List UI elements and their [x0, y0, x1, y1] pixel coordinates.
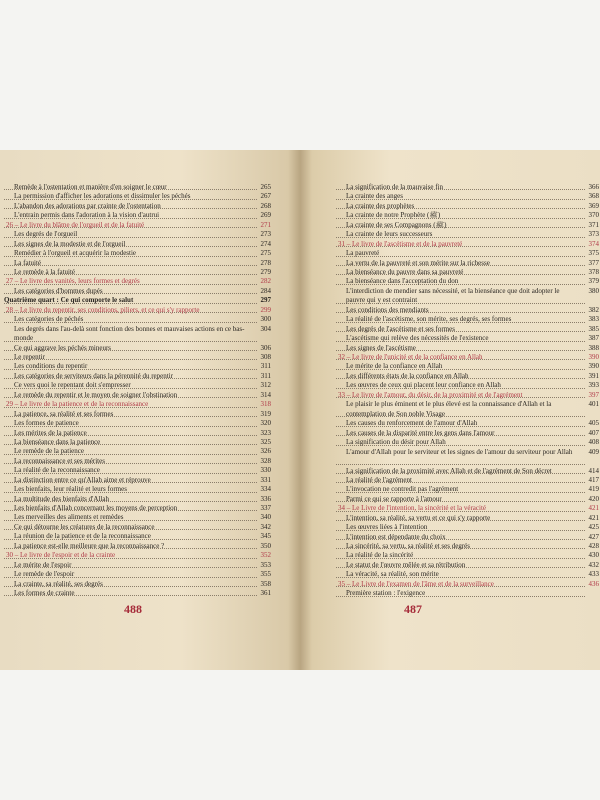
- toc-entry: [336, 183, 599, 192]
- toc-chapter-heading: [4, 551, 271, 560]
- toc-entry-title: La crainte des prophètes: [346, 201, 415, 210]
- toc-entry-title: Le mérite de l'espoir: [14, 560, 72, 569]
- toc-entry-page: 342: [260, 522, 271, 531]
- page-number-left: 488: [124, 602, 142, 616]
- toc-entry-page: 312: [260, 381, 271, 390]
- toc-entry-title: La distinction entre ce qu'Allah aime et réprouve: [14, 475, 151, 484]
- toc-entry-page: 361: [260, 588, 271, 597]
- toc-entry-title: Les catégories de serviteurs dans la pérennité du repentir: [14, 371, 173, 380]
- toc-entry-page: 336: [260, 494, 271, 503]
- toc-entry-page: 380: [588, 286, 599, 295]
- toc-entry: [336, 287, 599, 306]
- toc-entry: [4, 192, 271, 201]
- toc-entry-title: Ce vers quoi le repentant doit s'empresser: [14, 381, 131, 390]
- toc-entry: [4, 457, 271, 466]
- toc-entry: [4, 287, 271, 296]
- toc-entry: [4, 202, 271, 211]
- toc-entry: [4, 230, 271, 239]
- toc-entry: [4, 240, 271, 249]
- toc-entry-title: La signification de la proximité avec Allah et de l'agrément de Son décret: [346, 466, 552, 475]
- toc-entry: [336, 514, 599, 523]
- toc-entry-title: L'intention, sa réalité, sa vertu et ce qui s'y rapporte: [346, 513, 491, 522]
- toc-entry: [4, 504, 271, 513]
- toc-entry: [336, 306, 599, 315]
- toc-entry: [336, 485, 599, 494]
- toc-entry-page: 314: [260, 390, 271, 399]
- toc-entry: [336, 429, 599, 438]
- toc-entry: [336, 542, 599, 551]
- toc-entry-page: 382: [588, 305, 599, 314]
- toc-entry-page: 419: [588, 485, 599, 494]
- toc-entry: [336, 381, 599, 390]
- toc-entry-title: La sincérité, sa vertu, sa réalité et ses degrés: [346, 542, 471, 550]
- toc-entry-title: La vertu de la pauvreté et son mérite sur la richesse: [346, 258, 490, 267]
- toc-entry-title: Ce qui aggrave les péchés mineurs: [14, 343, 111, 352]
- toc-entry-page: 311: [260, 371, 271, 380]
- toc-entry: [4, 561, 271, 570]
- toc-entry: [336, 561, 599, 570]
- toc-chapter-heading: [336, 504, 599, 513]
- toc-entry-title: La véracité, sa réalité, son mérite: [346, 570, 439, 579]
- toc-entry-page: 269: [260, 211, 271, 220]
- toc-entry-title: Quatrième quart : Ce qui comporte le salut: [4, 296, 134, 305]
- toc-entry-page: 371: [588, 220, 599, 229]
- toc-entry-title: Ce qui détourne les créatures de la reconnaissance: [14, 522, 155, 531]
- toc-entry: [4, 211, 271, 220]
- toc-entry-title: Les œuvres de ceux qui placent leur confiance en Allah: [346, 381, 501, 390]
- toc-entry-page: 436: [588, 579, 599, 588]
- toc-entry: [4, 485, 271, 494]
- toc-entry-title: 34 – Le Livre de l'intention, la sincérité et la véracité: [338, 504, 487, 513]
- toc-entry-title: Le statut de l'œuvre mêlée et sa rétribution: [346, 560, 466, 569]
- toc-entry-page: 353: [260, 560, 271, 569]
- toc-entry-page: 366: [588, 183, 599, 191]
- toc-entry-page: 397: [588, 390, 599, 399]
- toc-entry-title: Les causes de la disparité entre les gens dans l'amour: [346, 428, 495, 437]
- toc-entry-title: Les degrés dans l'au-delà sont fonction des bonnes et mauvaises actions en ce bas-monde: [14, 324, 245, 343]
- toc-entry-title: Les œuvres liées à l'intention: [346, 523, 428, 532]
- toc-entry-title: 32 – Le livre de l'unicité et de la confiance en Allah: [338, 353, 483, 361]
- toc-entry: [336, 372, 599, 381]
- toc-entry-page: 390: [588, 362, 599, 371]
- toc-entry-title: La bienséance dans la patience: [14, 437, 101, 446]
- toc-entry: [336, 221, 599, 230]
- toc-entry: [336, 570, 599, 579]
- table-of-contents-right: [336, 183, 599, 599]
- toc-entry: [4, 429, 271, 438]
- toc-entry-page: 401: [588, 400, 599, 409]
- toc-entry-title: Le remède à la fatuité: [14, 267, 76, 276]
- toc-entry: [336, 523, 599, 532]
- toc-entry-page: 427: [588, 532, 599, 541]
- toc-entry-title: L'intention est dépendante du choix: [346, 532, 446, 541]
- toc-entry: [4, 268, 271, 277]
- toc-entry: [336, 230, 599, 239]
- toc-entry-page: 278: [260, 258, 271, 267]
- toc-entry-title: La crainte de leurs successeurs: [346, 230, 433, 239]
- toc-entry: [336, 495, 599, 504]
- toc-entry-page: 355: [260, 570, 271, 579]
- toc-entry-title: Les bienfaits, leur réalité et leurs formes: [14, 485, 127, 494]
- toc-entry-page: 377: [588, 258, 599, 267]
- toc-entry-title: Les mérites de la patience: [14, 428, 87, 437]
- toc-chapter-heading: [4, 277, 271, 286]
- toc-entry-page: 275: [260, 249, 271, 258]
- toc-entry-title: La permission d'afficher les adorations et dissimuler les péchés: [14, 192, 191, 201]
- toc-entry-page: 282: [260, 277, 271, 286]
- toc-entry: [336, 362, 599, 371]
- toc-entry-page: 340: [260, 513, 271, 522]
- toc-chapter-heading: [336, 580, 599, 589]
- toc-entry: [4, 532, 271, 541]
- toc-entry: [4, 495, 271, 504]
- toc-entry-title: La réalité de l'ascétisme, son mérite, ses degrés, ses formes: [346, 315, 512, 324]
- toc-entry: [4, 523, 271, 532]
- toc-entry-page: 368: [588, 192, 599, 201]
- toc-entry: [336, 259, 599, 268]
- toc-entry-page: 274: [260, 239, 271, 248]
- toc-entry: [336, 315, 599, 324]
- toc-entry: [336, 249, 599, 258]
- toc-entry-title: L'interdiction de mendier sans nécessité, et la bienséance que doit adopter le pauvre qui y est contraint: [346, 286, 560, 305]
- toc-entry: [4, 410, 271, 419]
- toc-entry-page: 337: [260, 504, 271, 512]
- toc-entry-page: 325: [260, 437, 271, 446]
- toc-entry-title: Les catégories d'hommes dupés: [14, 286, 103, 295]
- toc-entry-page: 358: [260, 579, 271, 588]
- toc-entry: [336, 344, 599, 353]
- toc-entry-page: 297: [260, 296, 271, 305]
- toc-entry-title: Les catégories de péchés: [14, 315, 84, 324]
- toc-entry-page: 352: [260, 551, 271, 560]
- toc-entry-page: 420: [588, 494, 599, 503]
- toc-entry: [4, 447, 271, 456]
- toc-chapter-heading: [336, 240, 599, 249]
- toc-entry-title: Première station : l'exigence: [346, 589, 426, 598]
- toc-entry-title: Les merveilles des aliments et remèdes: [14, 513, 124, 522]
- page-number-right: 487: [404, 602, 422, 616]
- toc-entry-title: 30 – Le livre de l'espoir et de la crainte: [6, 551, 116, 560]
- toc-entry-page: 300: [260, 315, 271, 324]
- toc-entry-title: L'invocation ne contredit pas l'agrément: [346, 485, 459, 494]
- toc-entry-title: 35 – Le Livre de l'examen de l'âme et de la surveillance: [338, 579, 494, 588]
- toc-entry-title: La signification du désir pour Allah: [346, 438, 446, 447]
- toc-entry-title: Le remède de la patience: [14, 447, 84, 456]
- toc-entry-title: 28 – Le livre du repentir, ses conditions, piliers, et ce qui s'y rapporte: [6, 305, 200, 314]
- toc-entry-page: 383: [588, 315, 599, 324]
- toc-entry-page: 430: [588, 551, 599, 560]
- toc-entry: [336, 325, 599, 334]
- toc-entry-title: La patience, sa réalité et ses formes: [14, 409, 114, 418]
- toc-entry: [336, 419, 599, 428]
- toc-entry: [336, 438, 599, 447]
- toc-entry: [336, 192, 599, 201]
- toc-entry: [336, 277, 599, 286]
- toc-entry: [4, 570, 271, 579]
- toc-entry-page: 387: [588, 334, 599, 343]
- toc-entry-title: 26 – Le livre du blâme de l'orgueil et de la fatuité: [6, 220, 145, 229]
- toc-entry-title: 31 – Le livre de l'ascétisme et de la pauvreté: [338, 239, 463, 248]
- toc-entry-page: 268: [260, 201, 271, 210]
- toc-entry-page: 320: [260, 419, 271, 428]
- toc-entry-title: 29 – Le livre de la patience et de la reconnaissance: [6, 400, 149, 409]
- toc-entry-page: 408: [588, 438, 599, 447]
- toc-chapter-heading: [4, 400, 271, 409]
- toc-entry-page: 388: [588, 343, 599, 352]
- toc-entry-page: 311: [260, 362, 271, 371]
- toc-chapter-heading: [4, 306, 271, 315]
- toc-entry-page: 330: [260, 466, 271, 475]
- toc-entry: [4, 362, 271, 371]
- toc-entry-title: Les conditions des mendiants: [346, 305, 429, 314]
- toc-entry-page: 417: [588, 475, 599, 484]
- toc-entry-title: La reconnaissance et ses mérites: [14, 456, 105, 465]
- toc-entry-page: 405: [588, 419, 599, 428]
- toc-entry-page: 432: [588, 560, 599, 569]
- toc-entry: [4, 589, 271, 598]
- toc-chapter-heading: [336, 353, 599, 362]
- toc-entry-page: 391: [588, 371, 599, 380]
- toc-entry-title: Le remède de l'espoir: [14, 570, 75, 579]
- toc-entry-title: Les causes du renforcement de l'amour d'Allah: [346, 419, 478, 428]
- toc-entry-page: 428: [588, 542, 599, 550]
- toc-entry-title: La crainte de notre Prophète (ﷺ): [346, 211, 441, 220]
- toc-entry-title: La réalité de l'agrément: [346, 475, 412, 484]
- table-of-contents-left: [4, 183, 271, 598]
- toc-chapter-heading: [336, 391, 599, 400]
- toc-entry: [4, 344, 271, 353]
- toc-entry: [336, 400, 599, 419]
- toc-entry-page: 385: [588, 324, 599, 333]
- toc-entry-page: 425: [588, 523, 599, 532]
- toc-entry-page: 370: [588, 211, 599, 220]
- toc-entry-title: La crainte des anges: [346, 192, 403, 201]
- toc-entry-title: La pauvreté: [346, 249, 380, 258]
- toc-entry: [336, 202, 599, 211]
- toc-entry: [4, 438, 271, 447]
- toc-entry-page: 323: [260, 428, 271, 437]
- toc-entry-title: L'ascétisme qui relève des nécessités de l'existence: [346, 334, 489, 343]
- toc-entry-title: 27 – Le livre des vanités, leurs formes et degrés: [6, 277, 140, 286]
- toc-entry-page: 279: [260, 267, 271, 276]
- toc-entry-title: Les degrés de l'ascétisme et ses formes: [346, 324, 455, 333]
- right-page: [300, 150, 600, 670]
- toc-entry: [336, 334, 599, 343]
- toc-entry: [336, 476, 599, 485]
- toc-entry-page: 326: [260, 447, 271, 456]
- toc-entry-page: 373: [588, 230, 599, 239]
- left-page: [0, 150, 300, 670]
- toc-entry-title: La crainte, sa réalité, ses degrés: [14, 579, 103, 588]
- toc-entry-title: La crainte de ses Compagnons (ﷺ): [346, 220, 447, 229]
- toc-entry-title: Parmi ce qui se rapporte à l'amour: [346, 494, 442, 503]
- toc-entry-title: L'entrain permis dans l'adoration à la vision d'autrui: [14, 211, 160, 220]
- toc-entry-title: 33 – Le livre de l'amour, du désir, de la proximité et de l'agrément: [338, 390, 523, 399]
- toc-entry-title: Les signes de l'ascétisme: [346, 343, 416, 352]
- toc-entry-title: La réalité de la reconnaissance: [14, 466, 100, 475]
- toc-entry: [4, 372, 271, 381]
- toc-entry-page: 378: [588, 267, 599, 276]
- toc-entry: [336, 467, 599, 476]
- toc-entry-page: 345: [260, 532, 271, 541]
- toc-entry-page: 299: [260, 305, 271, 314]
- toc-entry: [4, 259, 271, 268]
- toc-entry-page: 319: [260, 409, 271, 418]
- toc-entry: [4, 466, 271, 475]
- toc-entry-page: 409: [588, 447, 599, 456]
- toc-entry-page: 318: [260, 400, 271, 409]
- toc-entry: [4, 513, 271, 522]
- toc-entry-title: Les formes de patience: [14, 419, 79, 428]
- toc-entry-page: 306: [260, 343, 271, 352]
- toc-entry-title: Le mérite de la confiance en Allah: [346, 362, 443, 371]
- toc-entry-title: Les conditions du repentir: [14, 362, 88, 371]
- toc-entry: [4, 419, 271, 428]
- toc-entry-title: La réalité de la sincérité: [346, 551, 414, 560]
- toc-entry: [4, 315, 271, 324]
- toc-entry-page: 334: [260, 485, 271, 494]
- toc-entry-title: Les formes de crainte: [14, 588, 75, 597]
- toc-chapter-heading: [4, 221, 271, 230]
- toc-entry: [336, 448, 599, 467]
- toc-entry-title: La multitude des bienfaits d'Allah: [14, 494, 109, 503]
- toc-entry: [336, 533, 599, 542]
- toc-entry: [336, 211, 599, 220]
- toc-entry-title: Les différents états de la confiance en Allah: [346, 371, 469, 380]
- toc-entry-title: La réunion de la patience et de la reconnaissance: [14, 532, 151, 541]
- toc-entry-page: 414: [588, 466, 599, 475]
- toc-part-heading: [4, 296, 271, 305]
- toc-entry-title: L'abandon des adorations par crainte de l'ostentation: [14, 201, 161, 210]
- toc-entry-page: 308: [260, 353, 271, 361]
- toc-entry-title: La patience est-elle meilleure que la reconnaissance ?: [14, 541, 165, 550]
- toc-entry-page: 273: [260, 230, 271, 239]
- toc-entry-page: 375: [588, 249, 599, 258]
- toc-entry-title: Les signes de la modestie et de l'orgueil: [14, 239, 126, 248]
- toc-entry-page: 421: [588, 513, 599, 522]
- toc-entry: [4, 325, 271, 344]
- toc-entry: [4, 542, 271, 551]
- toc-entry-title: Le remède du repentir et le moyen de soigner l'obstination: [14, 390, 178, 399]
- toc-entry: [4, 249, 271, 258]
- toc-entry-title: Remède à l'ostentation et manière d'en soigner le cœur: [14, 183, 167, 191]
- toc-entry-page: 271: [260, 220, 271, 229]
- toc-entry-title: L'amour d'Allah pour le serviteur et les signes de l'amour du serviteur pour Allah: [346, 447, 573, 456]
- toc-entry: [336, 268, 599, 277]
- toc-entry-page: 433: [588, 570, 599, 579]
- toc-entry-page: 407: [588, 428, 599, 437]
- toc-entry-page: 331: [260, 475, 271, 484]
- toc-entry-title: Remédier à l'orgueil et acquérir la modestie: [14, 249, 137, 258]
- toc-entry: [336, 589, 599, 598]
- toc-entry-title: La fatuité: [14, 258, 42, 267]
- toc-entry-page: 379: [588, 277, 599, 286]
- toc-entry: [336, 551, 599, 560]
- toc-entry-title: La signification de la mauvaise fin: [346, 183, 443, 191]
- toc-entry-title: Le repentir: [14, 353, 45, 361]
- toc-entry-page: 328: [260, 456, 271, 465]
- toc-entry-page: 350: [260, 541, 271, 550]
- toc-entry-page: 304: [260, 324, 271, 333]
- toc-entry-title: Les bienfaits d'Allah concernant les moyens de perception: [14, 504, 178, 512]
- toc-entry-page: 390: [588, 353, 599, 361]
- toc-entry-title: Les degrés de l'orgueil: [14, 230, 78, 239]
- toc-entry: [4, 391, 271, 400]
- toc-entry-page: 393: [588, 381, 599, 390]
- toc-entry: [4, 353, 271, 362]
- toc-entry-title: La bienséance dans l'acceptation du don: [346, 277, 459, 286]
- toc-entry-page: 421: [588, 504, 599, 513]
- toc-entry-page: 284: [260, 286, 271, 295]
- toc-entry: [4, 476, 271, 485]
- toc-entry-title: La bienséance du pauvre dans sa pauvreté: [346, 267, 464, 276]
- toc-entry: [4, 580, 271, 589]
- toc-entry-page: 265: [260, 183, 271, 191]
- toc-entry-page: 374: [588, 239, 599, 248]
- toc-entry-page: 267: [260, 192, 271, 201]
- toc-entry: [4, 381, 271, 390]
- toc-entry: [4, 183, 271, 192]
- toc-entry-title: Le plaisir le plus éminent et le plus élevé est la connaissance d'Allah et la contemplation de Son noble Visage: [346, 400, 552, 418]
- toc-entry-page: 369: [588, 201, 599, 210]
